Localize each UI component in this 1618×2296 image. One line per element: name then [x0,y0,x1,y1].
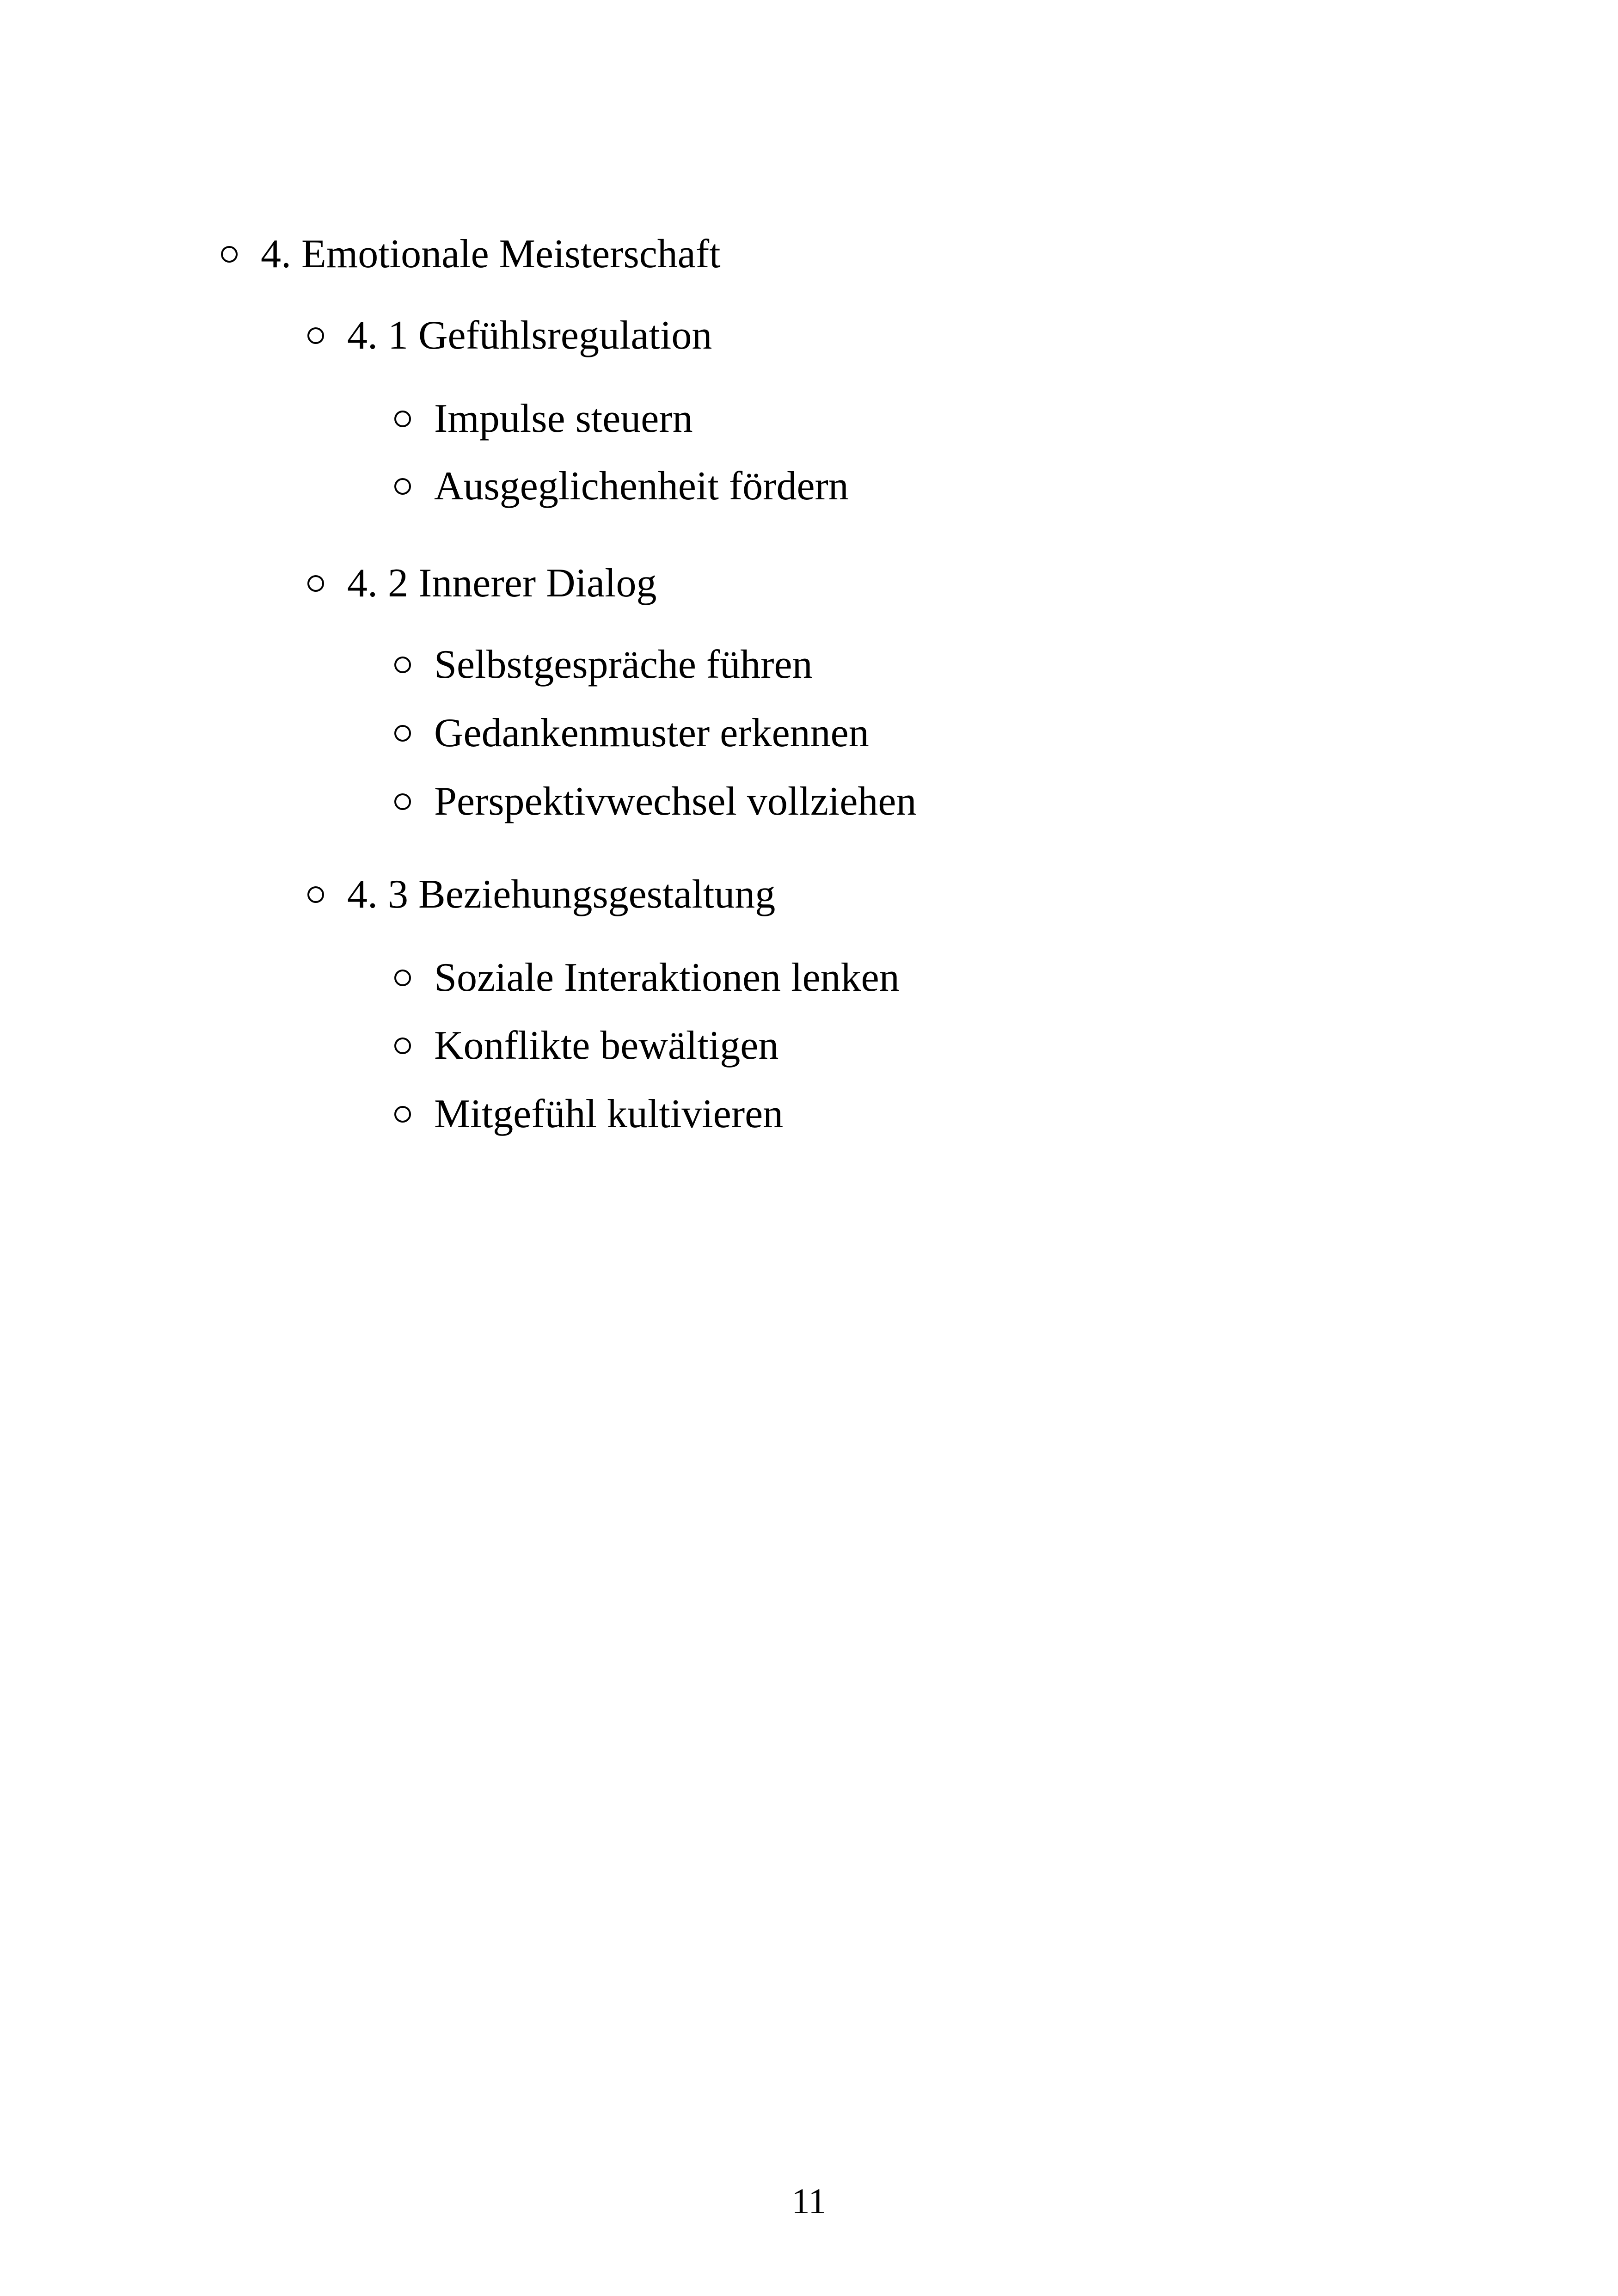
list-item-text: Ausgeglichenheit fördern [434,464,849,509]
list-item-text: Impulse steuern [434,396,693,441]
hollow-circle-bullet-icon [221,246,238,263]
list-item-text: Perspektivwechsel vollziehen [434,779,917,824]
hollow-circle-bullet-icon [307,886,324,903]
hollow-circle-bullet-icon [394,411,411,427]
list-item [394,1094,783,1135]
list-item [394,713,869,754]
hollow-circle-bullet-icon [394,970,411,986]
list-item-text: Konflikte bewältigen [434,1023,779,1068]
outline-heading [221,234,721,275]
hollow-circle-bullet-icon [394,478,411,495]
hollow-circle-bullet-icon [394,1037,411,1054]
hollow-circle-bullet-icon [394,657,411,673]
list-item [394,1025,778,1066]
list-item-text: Mitgefühl kultivieren [434,1092,784,1136]
list-item-text: Selbstgespräche führen [434,642,813,687]
list-item [394,781,916,822]
section-title-text: 4. 1 Gefühlsregulation [347,313,712,358]
page-number: 11 [791,2181,827,2221]
list-item-text: Gedankenmuster erkennen [434,711,869,755]
section-title [307,563,657,604]
list-item [394,396,693,441]
section-title [307,874,775,915]
hollow-circle-bullet-icon [394,1106,411,1123]
outline-heading-text: 4. Emotionale Meisterschaft [261,232,721,276]
section-title-text: 4. 3 Beziehungsgestaltung [347,872,776,917]
hollow-circle-bullet-icon [307,575,324,592]
list-item-text: Soziale Interaktionen lenken [434,955,900,1000]
hollow-circle-bullet-icon [394,793,411,810]
section-title [307,315,712,356]
hollow-circle-bullet-icon [394,725,411,742]
list-item [394,642,813,687]
section-title-text: 4. 2 Innerer Dialog [347,561,657,606]
list-item [394,955,900,1000]
hollow-circle-bullet-icon [307,327,324,344]
list-item [394,466,849,507]
